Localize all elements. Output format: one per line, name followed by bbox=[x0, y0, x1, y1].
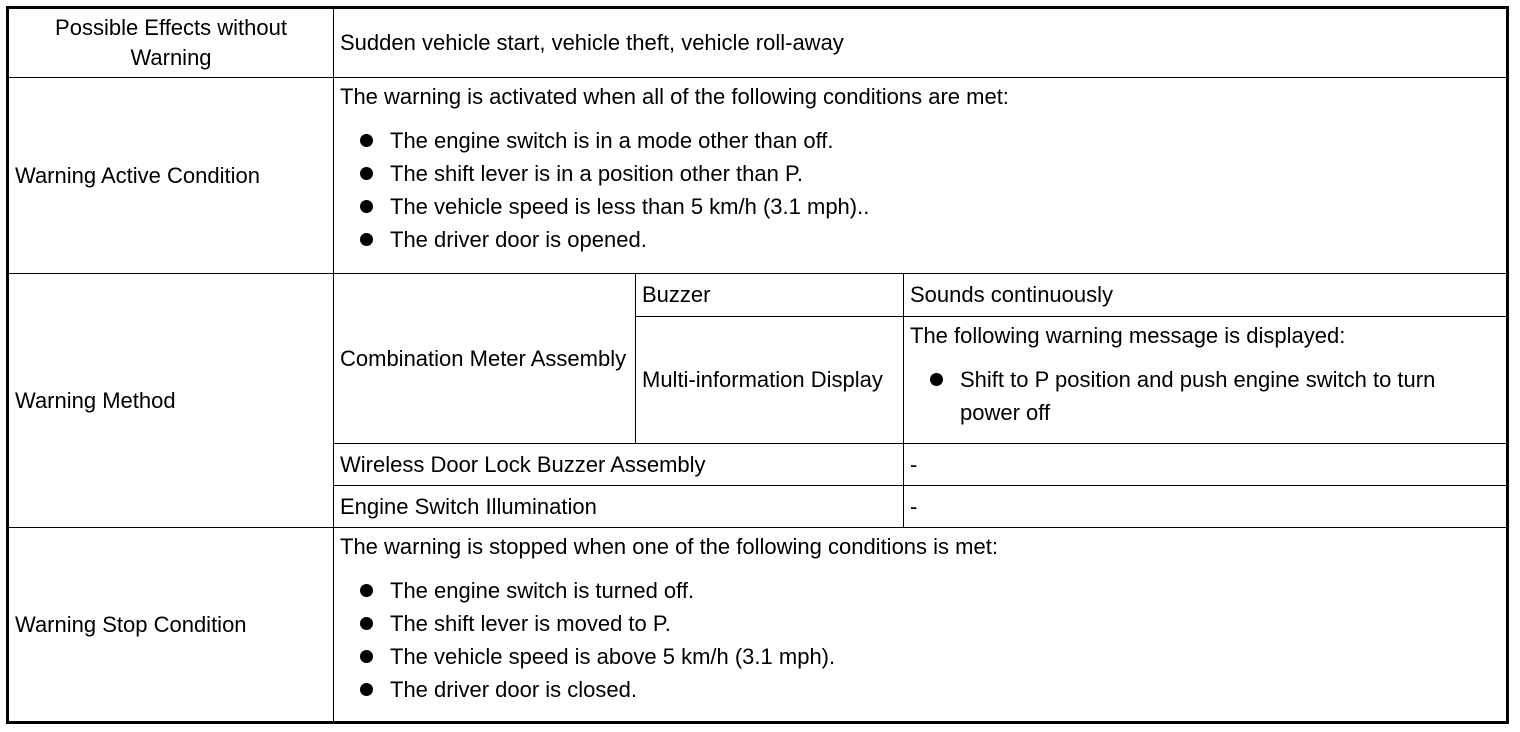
wireless-buzzer-cell: Wireless Door Lock Buzzer Assembly bbox=[334, 444, 904, 486]
table-row-warning-method-buzzer bbox=[8, 274, 1508, 317]
bullet-icon bbox=[930, 373, 943, 386]
mid-message-list bbox=[910, 363, 1500, 429]
engine-illumination-cell: Engine Switch Illumination bbox=[334, 486, 904, 528]
list-item bbox=[358, 607, 1500, 640]
list-item bbox=[358, 640, 1500, 673]
stop-condition-label: Warning Stop Condition bbox=[8, 528, 334, 723]
list-item-text: The vehicle speed is less than 5 km/h (3.1 mph).. bbox=[390, 194, 870, 219]
bullet-icon bbox=[360, 200, 373, 213]
mid-cell: Multi-information Display bbox=[636, 317, 904, 444]
table-row-stop-condition bbox=[8, 528, 1508, 723]
active-condition-content bbox=[334, 78, 1508, 274]
list-item bbox=[358, 673, 1500, 706]
list-item bbox=[358, 124, 1500, 157]
list-item-text: Shift to P position and push engine switch to turn power off bbox=[960, 367, 1436, 425]
bullet-icon bbox=[360, 134, 373, 147]
wireless-buzzer-value: - bbox=[904, 444, 1508, 486]
spec-sheet bbox=[6, 6, 1506, 724]
bullet-icon bbox=[360, 167, 373, 180]
stop-condition-intro: The warning is stopped when one of the following conditions is met: bbox=[340, 534, 998, 559]
active-condition-label: Warning Active Condition bbox=[8, 78, 334, 274]
mid-value-cell bbox=[904, 317, 1508, 444]
list-item bbox=[358, 574, 1500, 607]
engine-illumination-value: - bbox=[904, 486, 1508, 528]
warning-spec-table bbox=[6, 6, 1509, 724]
stop-condition-list bbox=[340, 574, 1500, 706]
list-item-text: The engine switch is in a mode other than off. bbox=[390, 128, 834, 153]
bullet-icon bbox=[360, 683, 373, 696]
list-item bbox=[358, 157, 1500, 190]
buzzer-value-cell: Sounds continuously bbox=[904, 274, 1508, 317]
stop-condition-content bbox=[334, 528, 1508, 723]
possible-effects-label: Possible Effects without Warning bbox=[8, 8, 334, 78]
list-item-text: The engine switch is turned off. bbox=[390, 578, 695, 603]
bullet-icon bbox=[360, 617, 373, 630]
warning-method-label: Warning Method bbox=[8, 274, 334, 528]
list-item-text: The shift lever is in a position other than P. bbox=[390, 161, 803, 186]
buzzer-cell: Buzzer bbox=[636, 274, 904, 317]
bullet-icon bbox=[360, 584, 373, 597]
list-item bbox=[928, 363, 1500, 429]
bullet-icon bbox=[360, 233, 373, 246]
list-item-text: The vehicle speed is above 5 km/h (3.1 mph). bbox=[390, 644, 836, 669]
active-condition-list bbox=[340, 124, 1500, 256]
active-condition-intro: The warning is activated when all of the following conditions are met: bbox=[340, 84, 1009, 109]
list-item-text: The shift lever is moved to P. bbox=[390, 611, 671, 636]
list-item-text: The driver door is opened. bbox=[390, 227, 647, 252]
table-row-possible-effects bbox=[8, 8, 1508, 78]
list-item bbox=[358, 223, 1500, 256]
list-item bbox=[358, 190, 1500, 223]
mid-intro: The following warning message is displayed: bbox=[910, 323, 1346, 348]
bullet-icon bbox=[360, 650, 373, 663]
possible-effects-value: Sudden vehicle start, vehicle theft, vehicle roll-away bbox=[334, 8, 1508, 78]
table-row-active-condition bbox=[8, 78, 1508, 274]
list-item-text: The driver door is closed. bbox=[390, 677, 637, 702]
combination-meter-cell: Combination Meter Assembly bbox=[334, 274, 636, 444]
